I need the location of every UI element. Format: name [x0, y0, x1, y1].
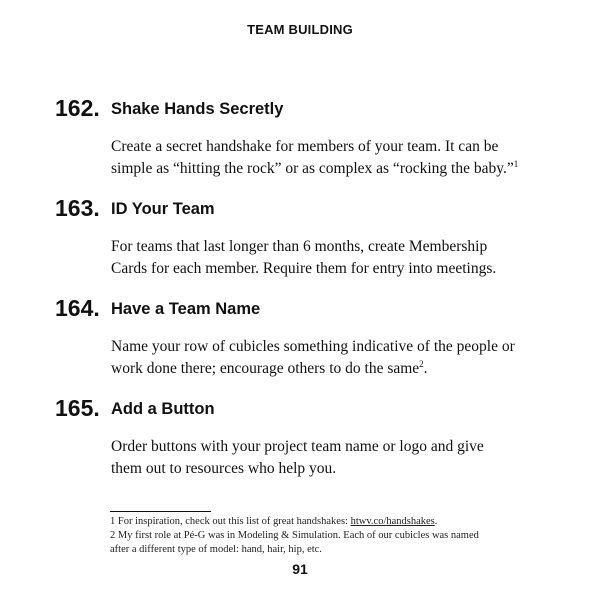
footnote-ref: 2 — [419, 358, 424, 369]
list-item — [55, 392, 555, 480]
body-line-text: simple as “hitting the rock” or as complex as “rocking the baby.” — [111, 160, 514, 177]
footnote-2-line-1: 2 My first role at Pé-G was in Modeling & Simulation. Each of our cubicles was named — [110, 530, 479, 541]
item-number: 165. — [55, 395, 100, 421]
body-line: Name your row of cubicles something indicative of the people or — [111, 338, 515, 355]
item-body — [111, 236, 541, 280]
body-line-text: work done there; encourage others to do the same — [111, 360, 420, 377]
item-body — [111, 136, 541, 180]
footnote-1-end: . — [434, 516, 438, 527]
footnotes — [110, 515, 560, 557]
item-title: Add a Button — [111, 400, 215, 418]
list-item — [55, 92, 555, 180]
item-number: 163. — [55, 195, 100, 221]
body-line — [111, 358, 541, 380]
footnote-divider — [110, 511, 211, 512]
footnote-2-line-2: after a different type of model: hand, hair, hip, etc. — [110, 544, 322, 555]
body-line-end: . — [423, 360, 428, 377]
body-line: Order buttons with your project team name or logo and give — [111, 438, 484, 455]
item-heading — [55, 192, 555, 222]
item-body — [111, 336, 541, 380]
body-line: For teams that last longer than 6 months, create Membership — [111, 238, 488, 255]
body-line — [111, 158, 541, 180]
item-number: 164. — [55, 295, 100, 321]
body-line: Create a secret handshake for members of your team. It can be — [111, 138, 499, 155]
footnote-ref: 1 — [513, 158, 519, 169]
list-item — [55, 292, 555, 380]
item-title: Have a Team Name — [111, 300, 261, 318]
item-title: Shake Hands Secretly — [111, 100, 284, 118]
item-number: 162. — [55, 95, 100, 121]
page-number: 91 — [292, 561, 308, 577]
list-item — [55, 192, 555, 280]
item-heading — [55, 92, 555, 122]
item-title: ID Your Team — [111, 200, 215, 218]
item-heading — [55, 292, 555, 322]
body-line: them out to resources who help you. — [111, 460, 337, 477]
item-body — [111, 436, 541, 480]
item-heading — [55, 392, 555, 422]
handshakes-link[interactable]: htwv.co/handshakes — [350, 516, 435, 527]
page-header: TEAM BUILDING — [247, 22, 353, 37]
footnote-1 — [110, 515, 560, 529]
footnote-1-text: 1 For inspiration, check out this list of great handshakes: — [110, 516, 351, 527]
body-line: Cards for each member. Require them for entry into meetings. — [111, 260, 497, 277]
